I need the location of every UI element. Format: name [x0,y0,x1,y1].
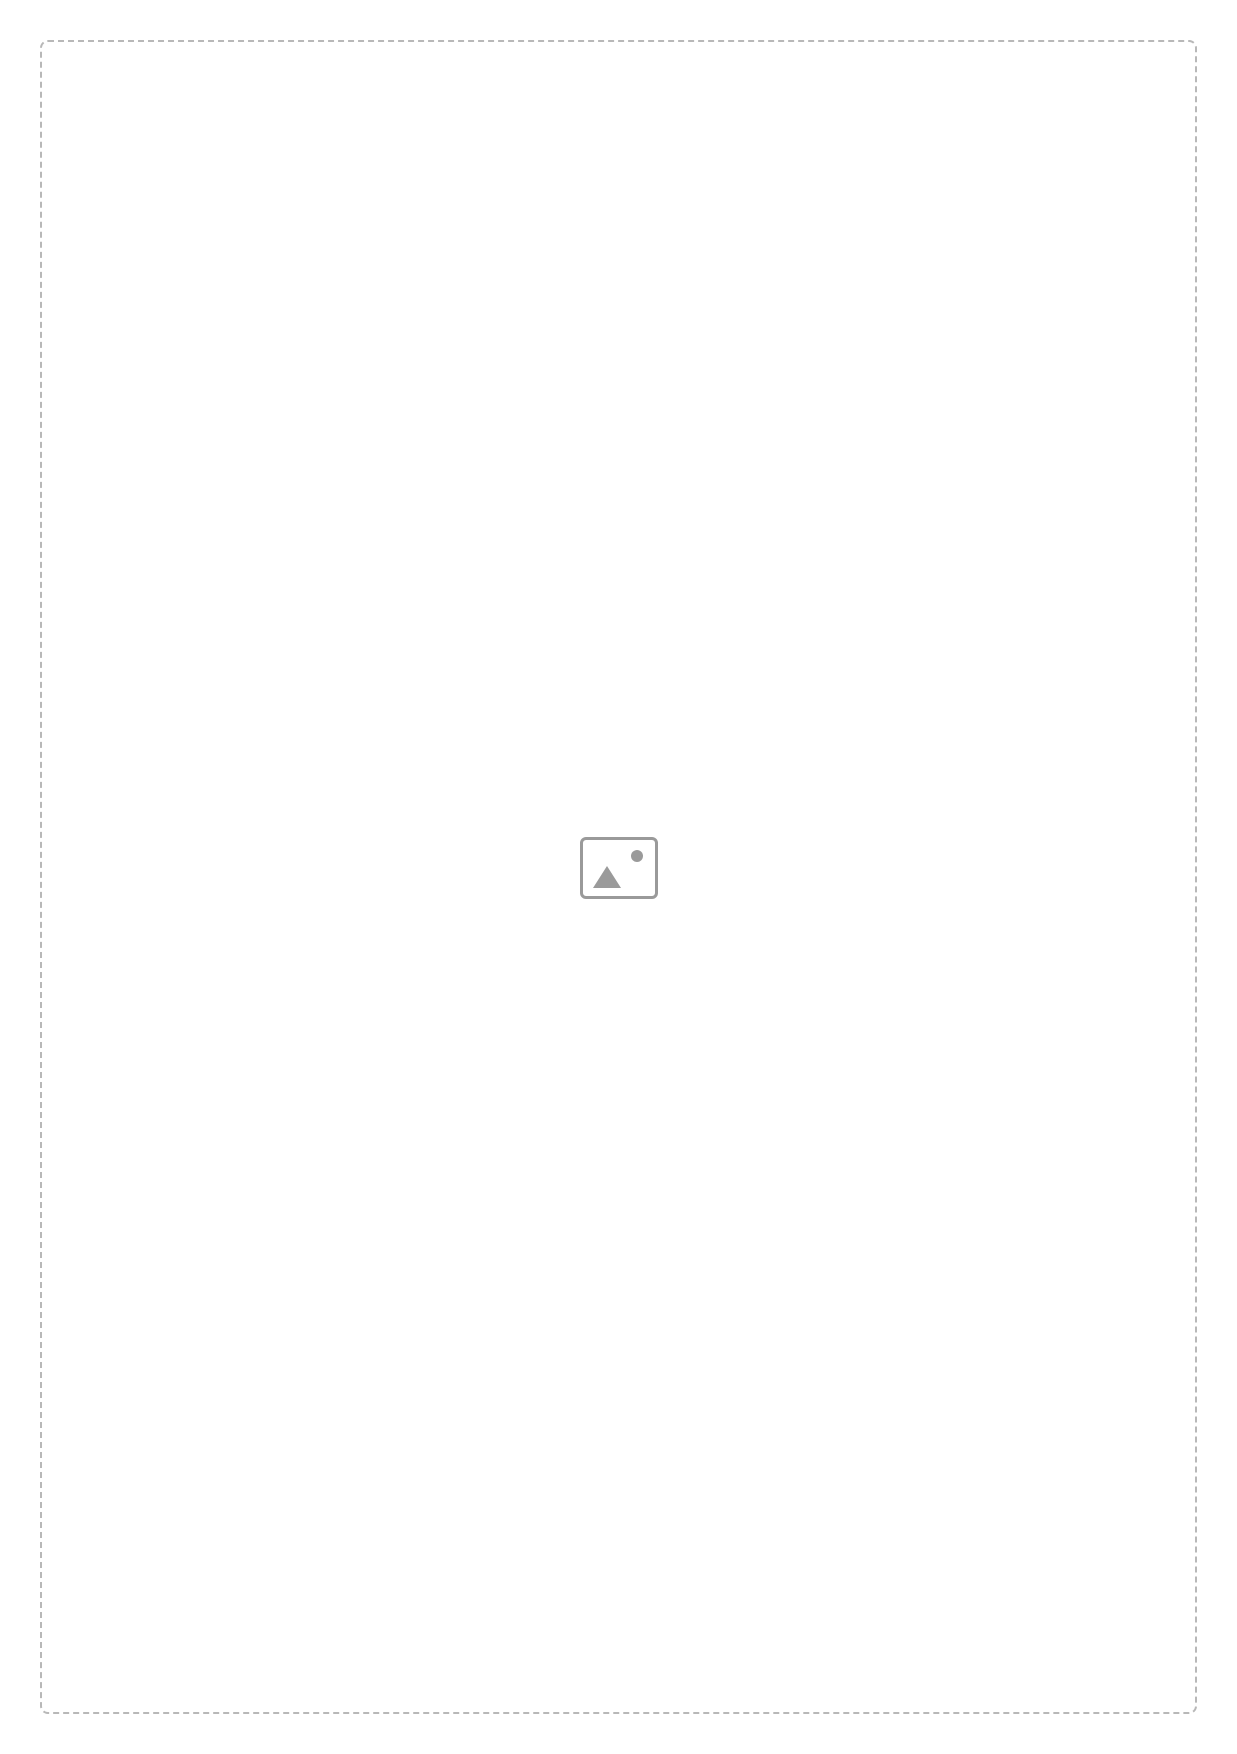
empty-canvas [40,40,1197,1714]
image-placeholder-icon [580,837,658,899]
